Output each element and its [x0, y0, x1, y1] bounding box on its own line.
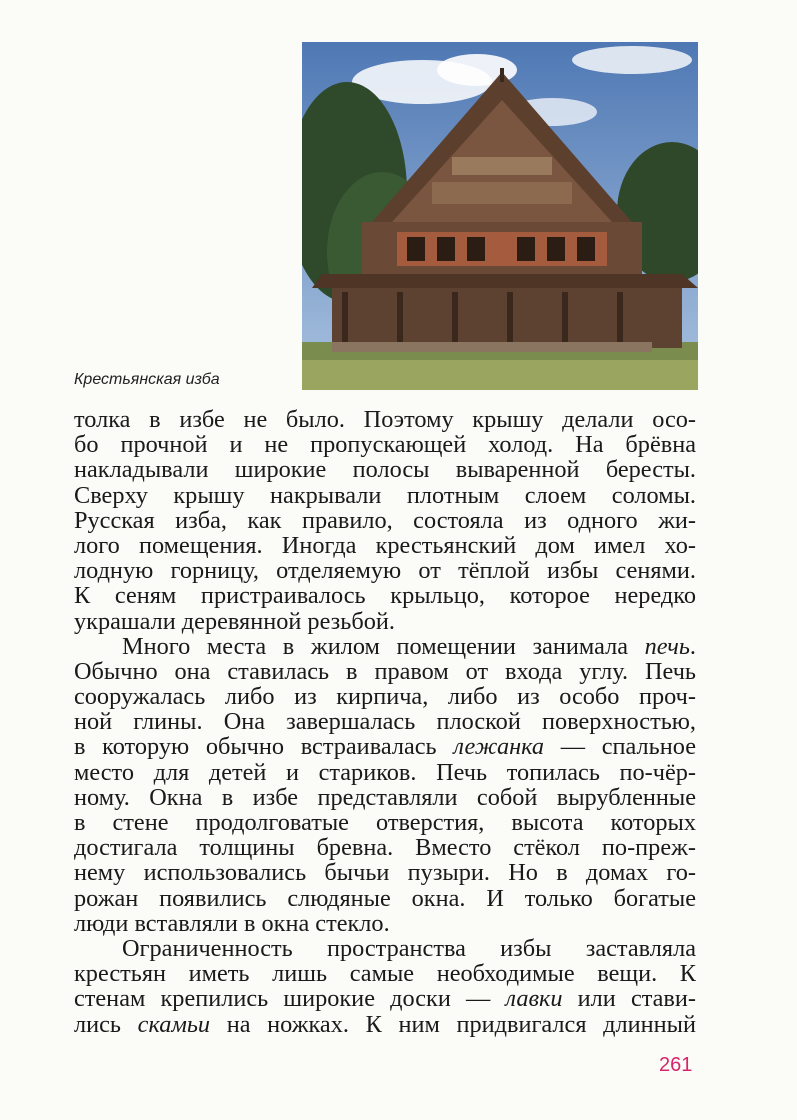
body-text: [74, 407, 696, 1037]
text-line: [74, 734, 696, 759]
text-line: лого помещения. Иногда крестьянский дом имел хо-: [74, 531, 696, 559]
text-fragment: стенам крепились широкие доски —: [74, 985, 506, 1013]
text-line: украшали деревянной резьбой.: [74, 607, 395, 635]
text-line: лодную горницу, отделяемую от тёплой избы сенями.: [74, 557, 696, 585]
text-line: нему использовались бычьи пузыри. Но в домах го-: [74, 859, 696, 887]
text-line: крестьян иметь лишь самые необходимые вещи. К: [74, 960, 696, 988]
text-line: накладывали широкие полосы вываренной бересты.: [74, 456, 696, 484]
term-lezhanka: лежанка: [453, 733, 545, 761]
text-line: толка в избе не было. Поэтому крышу делали осо-: [74, 406, 696, 433]
text-line: место для детей и стариков. Печь топилась по-чёр-: [74, 758, 696, 786]
text-fragment: лись: [74, 1010, 138, 1038]
text-line: достигала толщины бревна. Вместо стёкол по-преж-: [74, 834, 696, 862]
text-fragment: — спальное: [544, 733, 696, 761]
term-lavki: лавки: [505, 985, 563, 1013]
term-pech: печь: [644, 632, 690, 660]
term-skamyi: скамьи: [137, 1010, 211, 1038]
page-number: 261: [659, 1054, 693, 1076]
paragraph-3: [74, 936, 696, 1037]
text-line: бо прочной и не пропускающей холод. На брёвна: [74, 431, 696, 459]
text-line: Ограниченность пространства избы заставляла: [122, 934, 696, 962]
paragraph-2: [74, 634, 696, 936]
text-line: Русская изба, как правило, состояла из одного жи-: [74, 506, 696, 534]
text-line: [74, 1012, 696, 1037]
text-line: ной глины. Она завершалась плоской поверхностью,: [74, 708, 696, 736]
text-line: сооружалась либо из кирпича, либо из особо проч-: [74, 683, 696, 711]
text-line: люди вставляли в окна стекло.: [74, 909, 390, 937]
text-fragment: в которую обычно встраивалась: [74, 733, 454, 761]
peasant-izba-photo: [302, 42, 698, 390]
text-line: ному. Окна в избе представляли собой вырубленные: [74, 783, 696, 811]
text-line: [74, 986, 696, 1011]
paragraph-1: [74, 407, 696, 634]
text-line: Обычно она ставилась в правом от входа углу. Печь: [74, 657, 696, 685]
text-fragment: на ножках. К ним придвигался длинный: [210, 1010, 696, 1038]
text-line: К сеням пристраивалось крыльцо, которое нередко: [74, 582, 696, 610]
text-fragment: .: [689, 632, 696, 660]
text-fragment: или стави-: [562, 985, 697, 1013]
text-fragment: Много места в жилом помещении занимала: [122, 632, 645, 660]
text-line: [74, 634, 696, 659]
text-line: в стене продолговатые отверстия, высота которых: [74, 809, 696, 836]
text-line: рожан появились слюдяные окна. И только богатые: [74, 884, 696, 912]
figure-caption: Крестьянская изба: [74, 371, 220, 388]
text-line: Сверху крышу накрывали плотным слоем соломы.: [74, 481, 696, 509]
